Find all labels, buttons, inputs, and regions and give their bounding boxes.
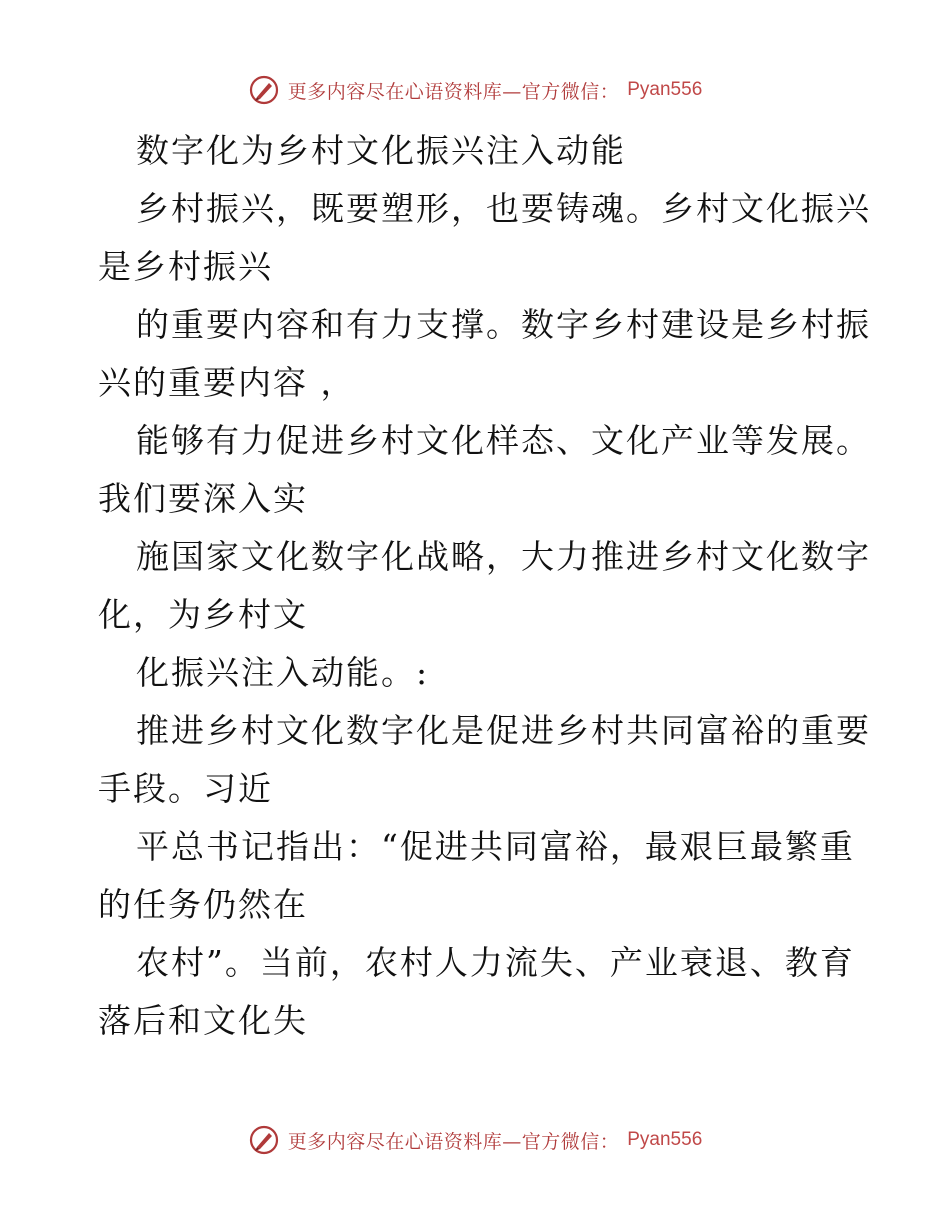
text-line: 落后和文化失 [98,1001,308,1040]
text-line: 是乡村振兴 [98,247,273,286]
text-line: 的重要内容和有力支撑。数字乡村建设是乡村振 [136,305,871,344]
text-line: 农村”。当前，农村人力流失、产业衰退、教育 [136,943,855,982]
footer-wechat-id: Pyan556 [627,1129,703,1150]
header-banner-text: 更多内容尽在心语资料库—官方微信： [287,80,620,103]
text-line: 乡村振兴，既要塑形，也要铸魂。乡村文化振兴 [136,189,871,228]
pen-logo-icon [248,74,280,106]
pen-logo-icon [248,1124,280,1156]
text-line: 手段。习近 [98,769,273,808]
text-line: 施国家文化数字化战略，大力推进乡村文化数字 [136,537,871,576]
header-banner [0,70,950,110]
footer-banner [0,1120,950,1160]
text-line: 平总书记指出：“促进共同富裕，最艰巨最繁重 [136,827,855,866]
text-line: 兴的重要内容 ， [98,363,356,402]
text-line: 我们要深入实 [98,479,308,518]
footer-banner-text: 更多内容尽在心语资料库—官方微信： [287,1130,620,1153]
text-line: 化，为乡村文 [98,595,308,634]
document-body [98,122,871,1050]
header-wechat-id: Pyan556 [627,79,703,100]
document-title: 数字化为乡村文化振兴注入动能 [136,131,626,170]
text-line: 的任务仍然在 [98,885,308,924]
text-line: 化振兴注入动能。: [136,653,430,692]
text-line: 能够有力促进乡村文化样态、文化产业等发展。 [136,421,871,460]
text-line: 推进乡村文化数字化是促进乡村共同富裕的重要 [136,711,871,750]
